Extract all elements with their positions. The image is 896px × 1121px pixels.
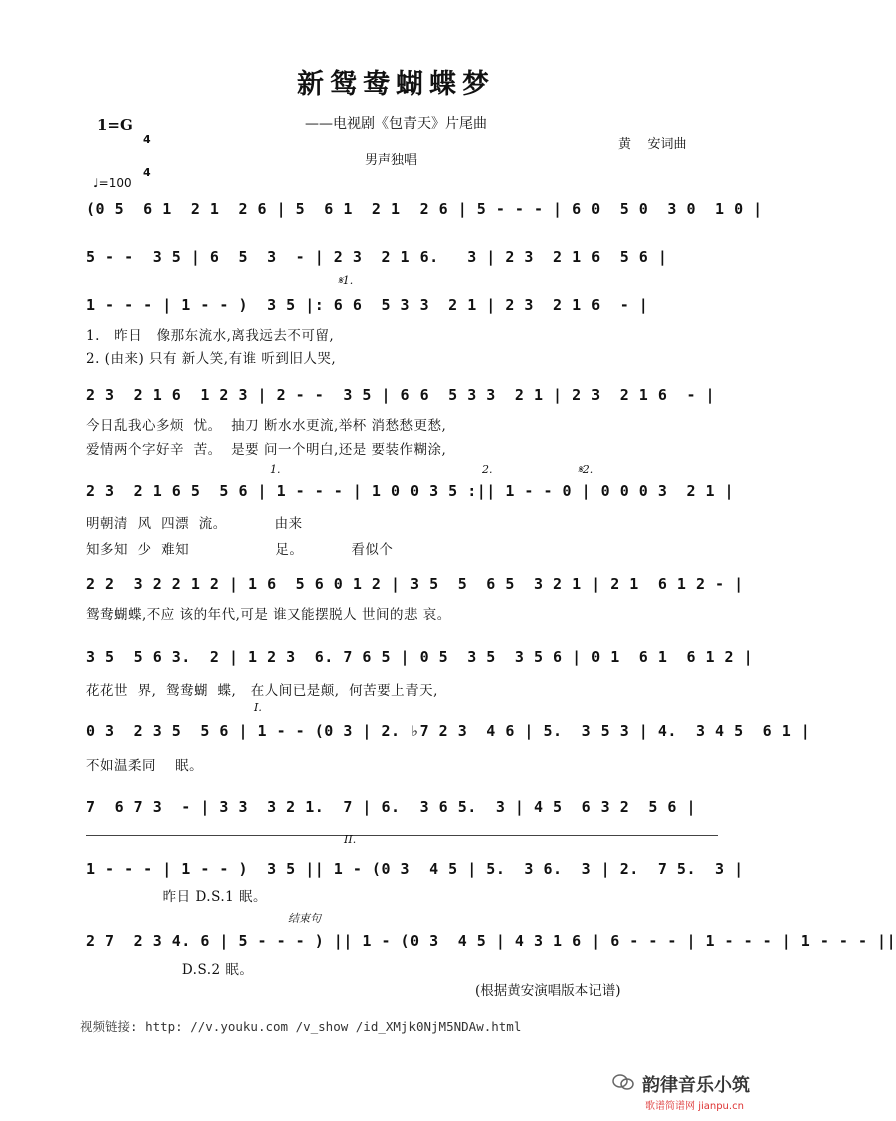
time-signature (143, 112, 151, 189)
transcription-source-note: (根据黄安演唱版本记谱) (475, 983, 621, 999)
time-signature-top: 4 (143, 133, 151, 146)
lyric-line-3-verse-1: 1. 昨日 像那东流水,离我远去不可留, (86, 328, 335, 344)
lyric-line-4-verse-1: 今日乱我心多烦 忧。 抽刀 断水水更流,举杯 消愁愁更愁, (86, 418, 447, 434)
notation-line-8: 0 3 2 3 5 5 6 | 1 - - (0 3 | 2. ♭7 2 3 4 6 | 5. 3 5 3 | 4. 3 4 5 6 1 | (86, 722, 811, 740)
video-link-label: 视频链接: (80, 1019, 138, 1034)
voice-type: 男声独唱 (365, 153, 418, 168)
key-signature: 1=G (97, 116, 133, 134)
divider-line (86, 835, 718, 836)
song-subtitle: ——电视剧《包青天》片尾曲 (305, 116, 487, 132)
song-title: 新鸳鸯蝴蝶梦 (297, 69, 495, 100)
video-link-url[interactable]: http: //v.youku.com /v_show /id_XMjk0NjM5NDAw.html (145, 1019, 522, 1034)
time-signature-bottom: 4 (143, 166, 151, 179)
author-credit: 黄 安词曲 (618, 137, 687, 152)
notation-line-7: 3 5 5 6 3. 2 | 1 2 3 6. 7 6 5 | 0 5 3 5 3 5 6 | 0 1 6 1 6 1 2 | (86, 648, 754, 666)
lyric-line-3-verse-2: 2. (由来) 只有 新人笑,有谁 听到旧人哭, (86, 351, 337, 367)
notation-line-6: 2 2 3 2 2 1 2 | 1 6 5 6 0 1 2 | 3 5 5 6 5 3 2 1 | 2 1 6 1 2 - | (86, 575, 744, 593)
section-I-marker: I. (254, 701, 262, 714)
notation-line-2: 5 - - 3 5 | 6 5 3 - | 2 3 2 1 6. 3 | 2 3 2 1 6 5 6 | (86, 248, 668, 266)
watermark-site-url: jianpu.cn (698, 1101, 744, 1112)
watermark-site (645, 1097, 744, 1112)
lyric-line-4-verse-2: 爱情两个字好辛 苦。 是要 问一个明白,还是 要装作糊涂, (86, 442, 447, 458)
notation-line-11: 2 7 2 3 4. 6 | 5 - - - ) || 1 - (0 3 4 5 | 4 3 1 6 | 6 - - - | 1 - - - | 1 - - - || (86, 932, 896, 950)
volta-2-marker: 2. (482, 463, 493, 476)
lyric-line-7: 花花世 界, 鸳鸯蝴 蝶, 在人间已是颠, 何苦要上青天, (86, 683, 438, 699)
segno-marker-2: 𝄋2. (578, 463, 594, 476)
lyric-line-5-verse-1: 明朝清 风 四漂 流。 由来 (86, 516, 303, 532)
watermark-text: 韵律音乐小筑 (642, 1075, 750, 1096)
lyric-line-6: 鸳鸯蝴蝶,不应 该的年代,可是 谁又能摆脱人 世间的悲 哀。 (86, 607, 451, 623)
volta-1-marker: 1. (270, 463, 281, 476)
notation-line-3: 1 - - - | 1 - - ) 3 5 |: 6 6 5 3 3 2 1 | 2 3 2 1 6 - | (86, 296, 649, 314)
lyric-line-8: 不如温柔同 眠。 (86, 758, 204, 774)
watermark-logo-icon (612, 1073, 634, 1091)
lyric-line-11: D.S.2 眠。 (86, 962, 254, 978)
video-link[interactable] (80, 1017, 521, 1035)
lyric-line-5-verse-2: 知多知 少 难知 足。 看似个 (86, 542, 394, 558)
notation-line-1: (0 5 6 1 2 1 2 6 | 5 6 1 2 1 2 6 | 5 - - - | 6 0 5 0 3 0 1 0 | (86, 200, 763, 218)
tempo-marking: ♩=100 (93, 176, 132, 190)
lyric-line-10: 昨日 D.S.1 眠。 (86, 889, 268, 905)
ending-phrase-marker: 结束句 (288, 912, 321, 925)
notation-line-4: 2 3 2 1 6 1 2 3 | 2 - - 3 5 | 6 6 5 3 3 2 1 | 2 3 2 1 6 - | (86, 386, 716, 404)
notation-line-9: 7 6 7 3 - | 3 3 3 2 1. 7 | 6. 3 6 5. 3 | 4 5 6 3 2 5 6 | (86, 798, 696, 816)
notation-line-5: 2 3 2 1 6 5 5 6 | 1 - - - | 1 0 0 3 5 :|| 1 - - 0 | 0 0 0 3 2 1 | (86, 482, 735, 500)
section-II-marker: II. (344, 833, 357, 846)
watermark-site-name: 歌谱简谱网 (645, 1101, 695, 1112)
notation-line-10: 1 - - - | 1 - - ) 3 5 || 1 - (0 3 4 5 | 5. 3 6. 3 | 2. 7 5. 3 | (86, 860, 744, 878)
segno-marker-1: 𝄋1. (338, 274, 354, 287)
